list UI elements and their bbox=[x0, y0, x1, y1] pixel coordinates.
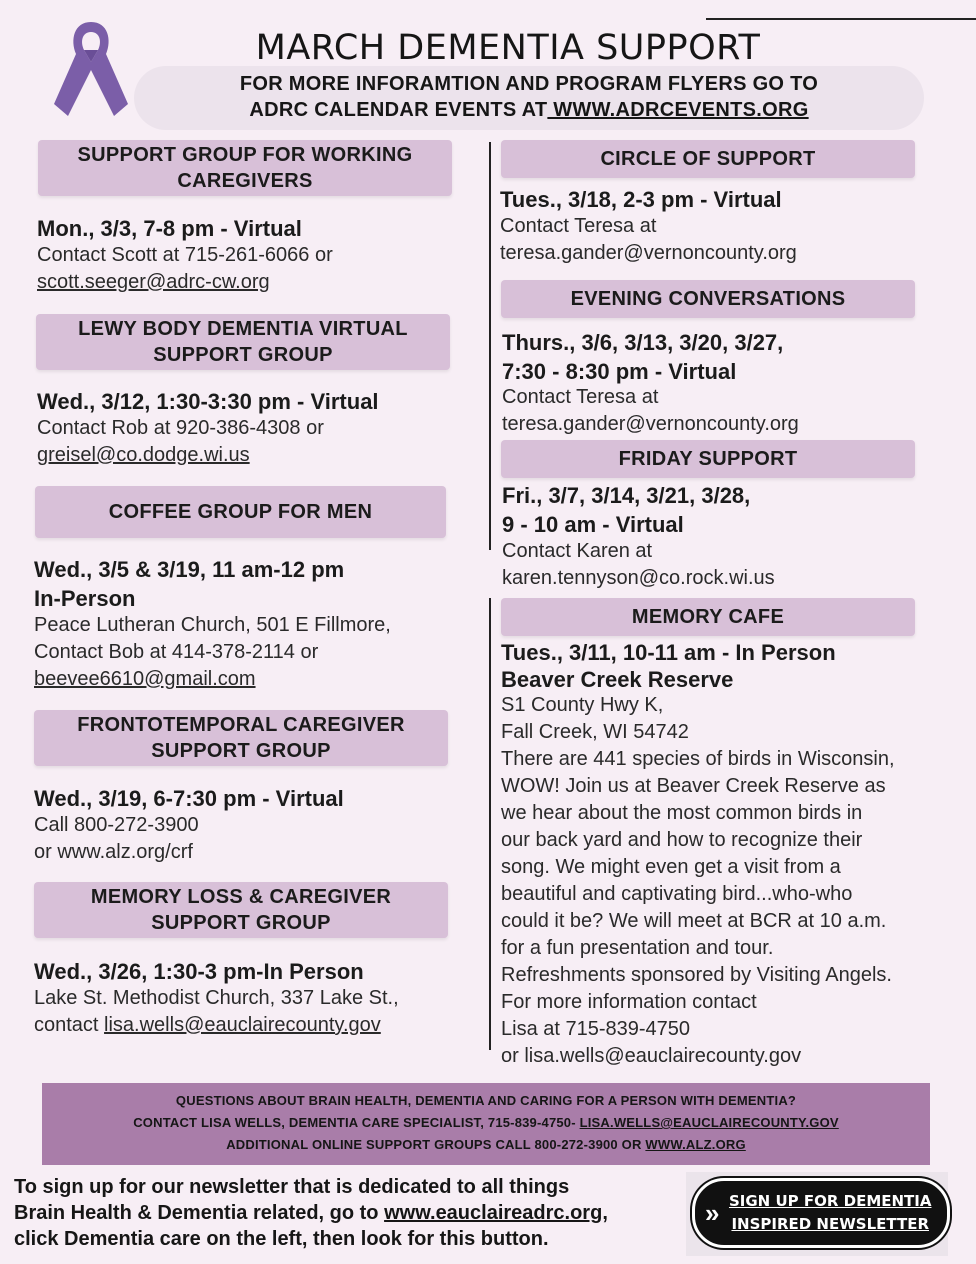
memory-cafe-when: Tues., 3/11, 10-11 am - In Person bbox=[501, 640, 836, 665]
lewy-body-when: Wed., 3/12, 1:30-3:30 pm - Virtual bbox=[37, 389, 379, 414]
newsletter-signup-button[interactable] bbox=[692, 1178, 950, 1248]
column-divider-bottom bbox=[489, 598, 491, 1050]
friday-support-time: 9 - 10 am - Virtual bbox=[502, 512, 684, 537]
memory-cafe-text-line: our back yard and how to recognize their bbox=[501, 829, 863, 851]
circle-of-support-email[interactable]: teresa.gander@vernoncounty.org bbox=[500, 242, 797, 264]
coffee-group-when: Wed., 3/5 & 3/19, 11 am-12 pm bbox=[34, 557, 345, 582]
working-caregivers-contact: Contact Scott at 715-261-6066 or bbox=[37, 244, 333, 266]
frontotemporal-header: FRONTOTEMPORAL CAREGIVER SUPPORT GROUP bbox=[34, 710, 448, 766]
circle-of-support-when: Tues., 3/18, 2-3 pm - Virtual bbox=[500, 187, 782, 212]
frontotemporal-contact2: or www.alz.org/crf bbox=[34, 841, 193, 863]
memory-loss-place: Lake St. Methodist Church, 337 Lake St., bbox=[34, 987, 399, 1009]
circle-of-support-contact: Contact Teresa at bbox=[500, 215, 657, 237]
coffee-group-email-link[interactable]: beevee6610@gmail.com bbox=[34, 668, 256, 690]
memory-cafe-text-line: WOW! Join us at Beaver Creek Reserve as bbox=[501, 775, 886, 797]
memory-cafe-text-line: Refreshments sponsored by Visiting Angels. bbox=[501, 964, 892, 986]
friday-support-when: Fri., 3/7, 3/14, 3/21, 3/28, bbox=[502, 483, 751, 508]
working-caregivers-header: SUPPORT GROUP FOR WORKING CAREGIVERS bbox=[38, 140, 452, 196]
memory-cafe-text-line: S1 County Hwy K, bbox=[501, 694, 664, 716]
alz-link[interactable]: WWW.ALZ.ORG bbox=[645, 1137, 746, 1152]
memory-cafe-text-line: could it be? We will meet at BCR at 10 a.m. bbox=[501, 910, 887, 932]
coffee-group-header: COFFEE GROUP FOR MEN bbox=[35, 486, 446, 538]
footer-email-link[interactable]: LISA.WELLS@EAUCLAIRECOUNTY.GOV bbox=[579, 1115, 839, 1130]
lewy-body-contact: Contact Rob at 920-386-4308 or bbox=[37, 417, 324, 439]
header-line2: ADRC CALENDAR EVENTS AT WWW.ADRCEVENTS.ORG bbox=[249, 99, 809, 121]
footer-line1: QUESTIONS ABOUT BRAIN HEALTH, DEMENTIA AND CARING FOR A PERSON WITH DEMENTIA? bbox=[175, 1093, 797, 1108]
footer-line3: ADDITIONAL ONLINE SUPPORT GROUPS CALL 800-272-3900 OR WWW.ALZ.ORG bbox=[226, 1137, 746, 1152]
header-line1: FOR MORE INFORAMTION AND PROGRAM FLYERS GO TO bbox=[239, 73, 819, 95]
circle-of-support-header: CIRCLE OF SUPPORT bbox=[501, 140, 915, 178]
evening-conversations-header: EVENING CONVERSATIONS bbox=[501, 280, 915, 318]
working-caregivers-when: Mon., 3/3, 7-8 pm - Virtual bbox=[37, 216, 302, 241]
memory-cafe-text-line: beautiful and captivating bird...who-who bbox=[501, 883, 853, 905]
memory-cafe-text-line: song. We might even get a visit from a bbox=[501, 856, 841, 878]
evening-conversations-email[interactable]: teresa.gander@vernoncounty.org bbox=[502, 413, 799, 435]
newsletter-text: To sign up for our newsletter that is dedicated to all things Brain Health & Dementia related, go to www.eauclaireadrc.org, click Dementia care on the left, then look for this button. bbox=[14, 1176, 608, 1250]
adrc-events-link[interactable]: WWW.ADRCEVENTS.ORG bbox=[547, 99, 809, 121]
friday-support-header: FRIDAY SUPPORT bbox=[501, 440, 915, 478]
evening-conversations-time: 7:30 - 8:30 pm - Virtual bbox=[502, 359, 737, 384]
memory-loss-email-link[interactable]: lisa.wells@eauclairecounty.gov bbox=[104, 1014, 381, 1036]
memory-cafe-header: MEMORY CAFE bbox=[501, 598, 915, 636]
newsletter-button-line1: SIGN UP FOR DEMENTIA bbox=[728, 1192, 932, 1210]
memory-cafe-text-line: or lisa.wells@eauclairecounty.gov bbox=[501, 1045, 802, 1067]
column-divider-top bbox=[489, 142, 491, 550]
memory-loss-when: Wed., 3/26, 1:30-3 pm-In Person bbox=[34, 959, 364, 984]
coffee-group-place: Peace Lutheran Church, 501 E Fillmore, bbox=[34, 614, 391, 636]
coffee-group-contact: Contact Bob at 414-378-2114 or bbox=[34, 641, 319, 663]
lewy-body-email-link[interactable]: greisel@co.dodge.wi.us bbox=[37, 444, 250, 466]
evening-conversations-contact: Contact Teresa at bbox=[502, 386, 659, 408]
friday-support-contact: Contact Karen at bbox=[502, 540, 653, 562]
memory-cafe-text-line: Lisa at 715-839-4750 bbox=[501, 1018, 691, 1040]
memory-cafe-text-line: Fall Creek, WI 54742 bbox=[501, 721, 689, 743]
memory-loss-contact: contact lisa.wells@eauclairecounty.gov bbox=[34, 1014, 381, 1036]
coffee-group-mode: In-Person bbox=[34, 586, 136, 611]
footer-line2: CONTACT LISA WELLS, DEMENTIA CARE SPECIALIST, 715-839-4750- LISA.WELLS@EAUCLAIRECOUNTY.GOV bbox=[133, 1115, 839, 1130]
double-chevron-right-icon: » bbox=[705, 1197, 720, 1228]
memory-cafe-text-line: There are 441 species of birds in Wisconsin, bbox=[501, 748, 895, 770]
friday-support-email[interactable]: karen.tennyson@co.rock.wi.us bbox=[502, 567, 775, 589]
frontotemporal-when: Wed., 3/19, 6-7:30 pm - Virtual bbox=[34, 786, 344, 811]
memory-cafe-venue: Beaver Creek Reserve bbox=[501, 667, 734, 692]
top-rule bbox=[706, 18, 976, 20]
working-caregivers-email-link[interactable]: scott.seeger@adrc-cw.org bbox=[37, 271, 270, 293]
memory-cafe-text-line: we hear about the most common birds in bbox=[501, 802, 863, 824]
newsletter-button-line2: INSPIRED NEWSLETTER bbox=[731, 1215, 929, 1233]
lewy-body-header: LEWY BODY DEMENTIA VIRTUAL SUPPORT GROUP bbox=[36, 314, 450, 370]
frontotemporal-contact: Call 800-272-3900 bbox=[34, 814, 199, 836]
eauclaireadrc-link[interactable]: www.eauclaireadrc.org bbox=[384, 1202, 603, 1224]
page-title: MARCH DEMENTIA SUPPORT bbox=[255, 28, 761, 68]
memory-cafe-text-line: For more information contact bbox=[501, 991, 757, 1013]
evening-conversations-when: Thurs., 3/6, 3/13, 3/20, 3/27, bbox=[502, 330, 784, 355]
memory-loss-header: MEMORY LOSS & CAREGIVER SUPPORT GROUP bbox=[34, 882, 448, 938]
memory-cafe-text-line: for a fun presentation and tour. bbox=[501, 937, 774, 959]
